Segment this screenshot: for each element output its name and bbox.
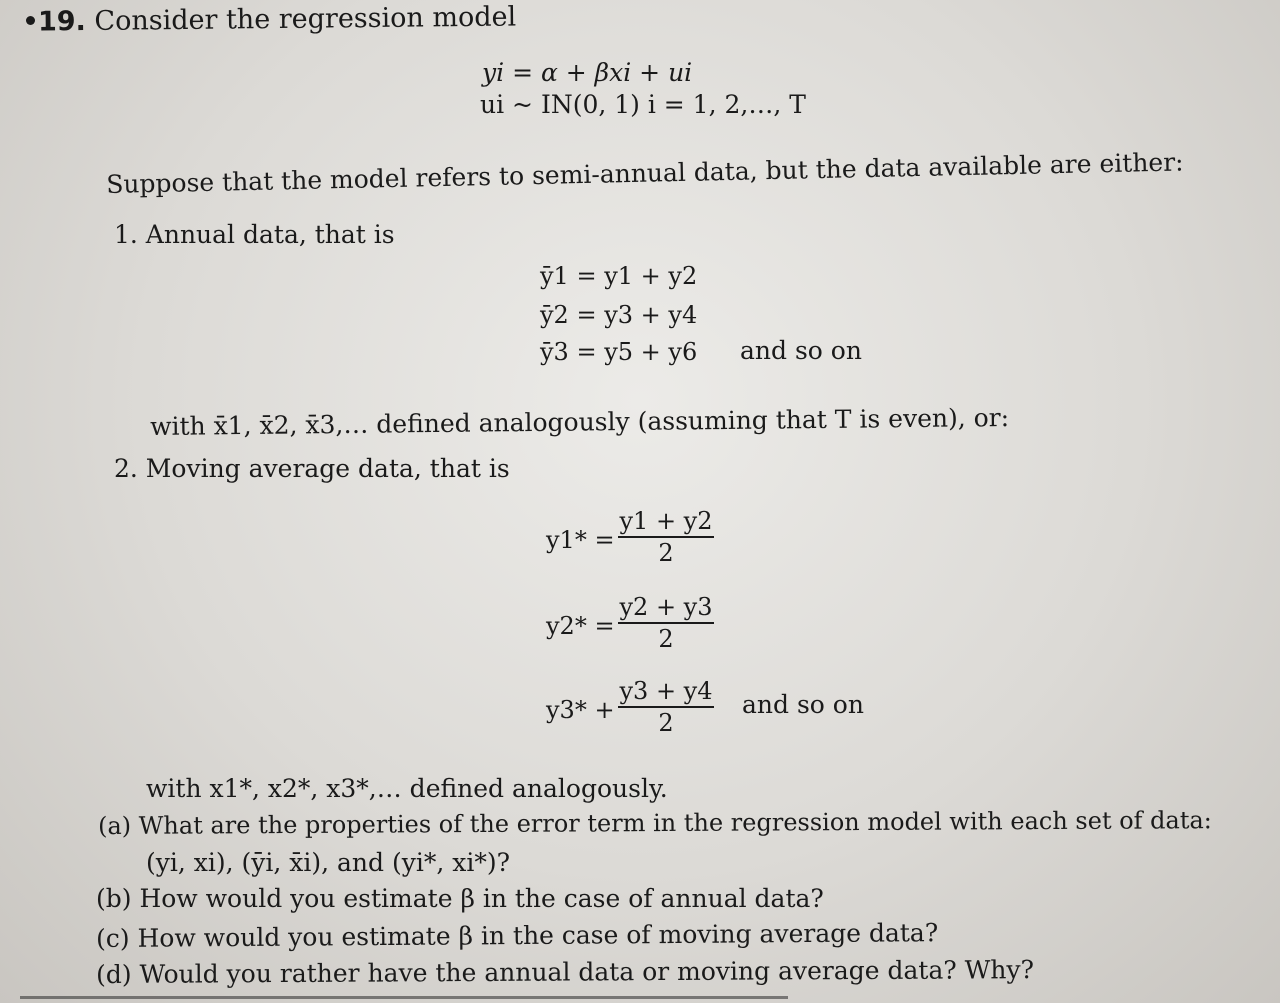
moving-lhs-1: y1* = [546, 526, 615, 554]
annual-eq-1: ȳ1 = y1 + y2 [540, 262, 698, 290]
annual-eq-3: ȳ3 = y5 + y6 [540, 338, 698, 366]
moving-denominator-1: 2 [658, 539, 674, 567]
annual-and-so-on: and so on [740, 336, 862, 365]
question-a-line-2: (yi, xi), (ȳi, x̄i), and (yi*, xi*)? [146, 848, 510, 877]
moving-denominator-3: 2 [658, 709, 674, 737]
problem-heading [37, 1, 517, 38]
moving-fraction-1 [618, 506, 714, 568]
item-annual-heading: 1. Annual data, that is [114, 220, 395, 249]
with-x-star-paragraph: with x1*, x2*, x3*,… defined analogously. [146, 774, 668, 803]
question-b: (b) How would you estimate β in the case of annual data? [96, 884, 824, 913]
bullet-dot [26, 16, 35, 25]
moving-numerator-1: y1 + y2 [618, 506, 714, 538]
model-equation: yi = α + βxi + ui [482, 58, 693, 87]
moving-lhs-2: y2* = [546, 612, 615, 640]
question-c: (c) How would you estimate β in the case of moving average data? [95, 918, 939, 953]
cropped-next-line [0, 990, 1280, 1003]
moving-numerator-3: y3 + y4 [618, 676, 714, 708]
problem-title: Consider the regression model [94, 1, 517, 37]
question-a-line-1: (a) What are the properties of the error term in the regression model with each set of data: [97, 806, 1212, 840]
with-x-bar-paragraph: with x̄1, x̄2, x̄3,… defined analogously (assuming that T is even), or: [149, 403, 1010, 441]
moving-and-so-on: and so on [742, 690, 864, 719]
item-moving-heading: 2. Moving average data, that is [114, 454, 510, 483]
question-d: (d) Would you rather have the annual data or moving average data? Why? [95, 955, 1035, 989]
problem-number: 19. [37, 6, 87, 38]
suppose-paragraph: Suppose that the model refers to semi-annual data, but the data available are either: [105, 147, 1184, 199]
moving-fraction-3 [618, 676, 714, 738]
error-distribution: ui ~ IN(0, 1) i = 1, 2,…, T [480, 90, 806, 119]
moving-denominator-2: 2 [658, 625, 674, 653]
moving-lhs-3: y3* + [546, 696, 615, 724]
moving-numerator-2: y2 + y3 [618, 592, 714, 624]
annual-eq-2: ȳ2 = y3 + y4 [540, 301, 698, 329]
moving-fraction-2 [618, 592, 714, 654]
